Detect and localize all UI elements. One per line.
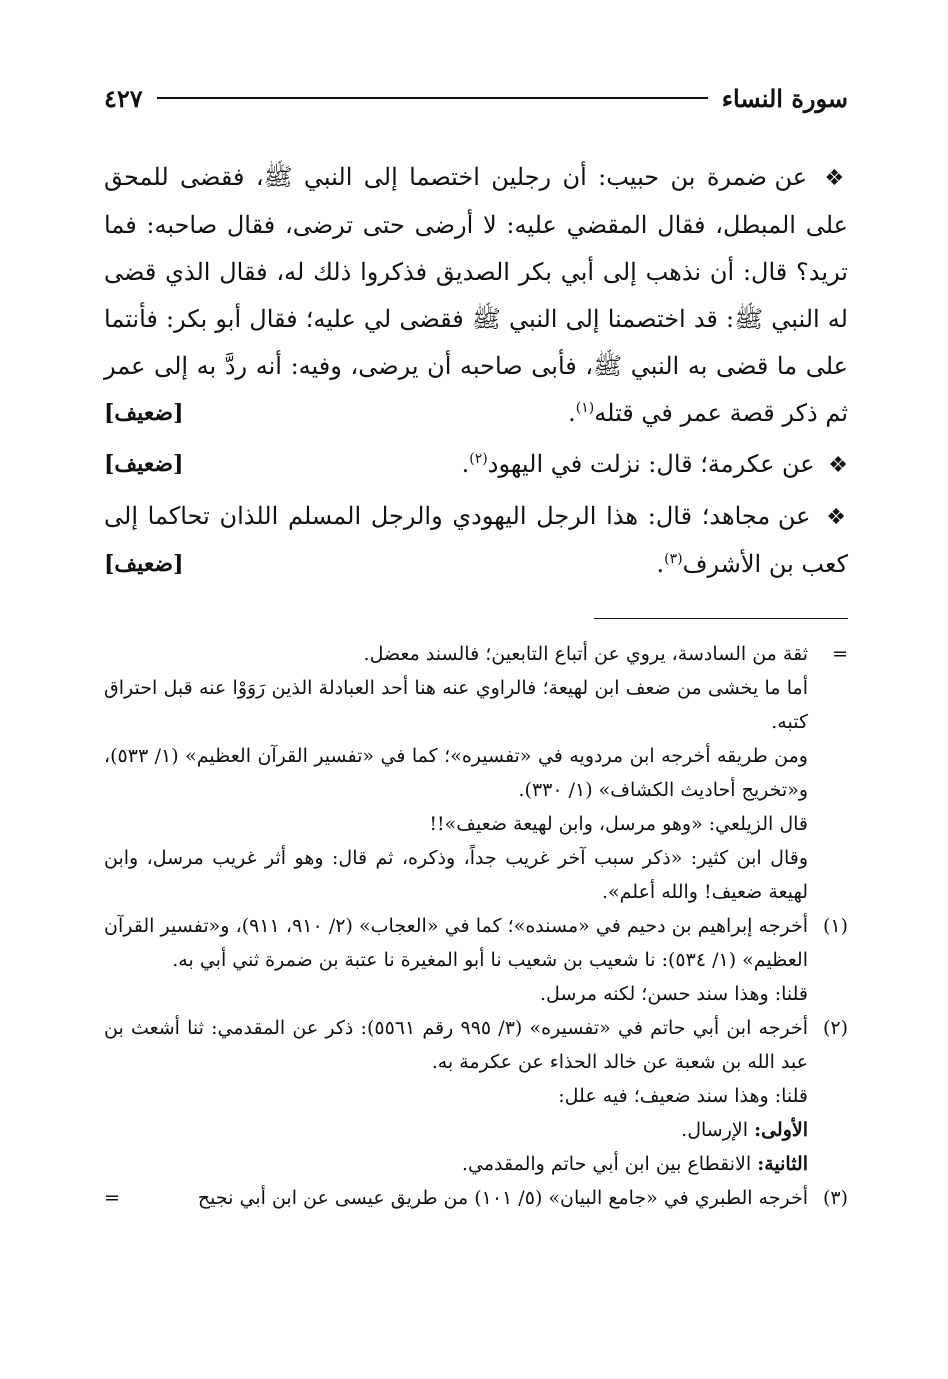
footnote-line: أما ما يخشى من ضعف ابن لهيعة؛ فالراوي عنه هنا أحد العبادلة الذين رَوَوْا عنه قبل احتراق كتبه. (104, 677, 808, 733)
bullet-icon: ❖ (826, 505, 848, 530)
footnote-line: وقال ابن كثير: «ذكر سبب آخر غريب جداً، وذكره، ثم قال: وهو أثر غريب مرسل، وابن لهيعة ضعيف! والله أعلم». (104, 847, 808, 903)
bullet-icon: ❖ (828, 453, 848, 478)
footnote-line: قلنا: وهذا سند ضعيف؛ فيه علل: (558, 1085, 808, 1107)
footnote-line: الأولى: الإرسال. (681, 1119, 808, 1141)
footnote-ref-2: (٢) (469, 451, 488, 467)
page-number: ٤٢٧ (104, 83, 143, 113)
grade-badge-2: [ضعيف] (104, 451, 184, 477)
narration-2-text: عن عكرمة؛ قال: نزلت في اليهود (487, 450, 815, 478)
footnote-line: أخرجه الطبري في «جامع البيان» (٥/ ١٠١) من طريق عيسى عن ابن أبي نجيح = (104, 1181, 808, 1215)
bullet-icon: ❖ (824, 166, 848, 191)
continues-mark: = (104, 1187, 120, 1209)
narration-3-text: عن مجاهد؛ قال: هذا الرجل اليهودي والرجل المسلم اللذان تحاكما إلى كعب بن الأشرف (104, 502, 848, 578)
footnote-separator (594, 618, 848, 619)
footnote-line: قلنا: وهذا سند حسن؛ لكنه مرسل. (540, 983, 808, 1005)
book-page (104, 78, 848, 1215)
footnote-line: أخرجه إبراهيم بن دحيم في «مسنده»؛ كما في «العجاب» (٢/ ٩١٠، ٩١١)، و«تفسير القرآن العظيم» (١/ ٥٣٤): نا شعيب بن شعيب نا أبو المغيرة نا عتبة بن ضمرة ثني أبي به. (104, 915, 808, 971)
footnote-2 (104, 1011, 848, 1181)
narration-1: ❖ عن ضمرة بن حبيب: أن رجلين اختصما إلى النبي ﷺ، فقضى للمحق على المبطل، فقال المقضي عليه: لا أرضى حتى ترضى، فقال صاحبه: فما تريد؟ قال: أن نذهب إلى أبي بكر الصديق فذكروا ذلك له، فقال الذي قضى له النبي ﷺ: قد اختصمنا إلى النبي ﷺ فقضى لي عليه؛ فقال أبو بكر: فأنتما على ما قضى به النبي ﷺ، فأبى صاحبه أن يرضى، وفيه: أنه ردَّ به إلى عمر ثم ذكر قصة عمر في قتله$^{(١)}$. [ضعيف] (104, 154, 848, 437)
page-header (104, 78, 848, 118)
footnote-1-mark: (١) (822, 915, 848, 937)
footnote-ref-3: (٣) (664, 551, 683, 567)
footnote-1 (104, 909, 848, 1011)
footnote-line: أخرجه ابن أبي حاتم في «تفسيره» (٣/ ٩٩٥ رقم ٥٥٦١): ذكر عن المقدمي: ثنا أشعث بن عبد الله بن شعبة عن خالد الحذاء عن عكرمة به. (104, 1017, 808, 1073)
grade-badge-1: [ضعيف] (104, 400, 184, 426)
footnote-line: ومن طريقه أخرجه ابن مردويه في «تفسيره»؛ كما في «تفسير القرآن العظيم» (١/ ٥٣٣)، و«تخريج أحاديث الكشاف» (١/ ٣٣٠). (104, 745, 808, 801)
footnote-3-mark: (٣) (822, 1187, 848, 1209)
footnote-line: ثقة من السادسة، يروي عن أتباع التابعين؛ فالسند معضل. (363, 643, 808, 665)
narration-1-text: عن ضمرة بن حبيب: أن رجلين اختصما إلى النبي ﷺ، فقضى للمحق على المبطل، فقال المقضي عليه: لا أرضى حتى ترضى، فقال صاحبه: فما تريد؟ قال: أن نذهب إلى أبي بكر الصديق فذكروا ذلك له، فقال الذي قضى له النبي ﷺ: قد اختصمنا إلى النبي ﷺ فقضى لي عليه؛ فقال أبو بكر: فأنتما على ما قضى به النبي ﷺ، فأبى صاحبه أن يرضى، وفيه: أنه ردَّ به إلى عمر ثم ذكر قصة عمر في قتله (104, 163, 848, 427)
grade-badge-3: [ضعيف] (104, 551, 184, 577)
footnote-3 (104, 1181, 848, 1215)
footnote-ref-1: (١) (575, 400, 595, 416)
surah-title: سورة النساء (721, 83, 848, 113)
defect-label-1: الأولى: (754, 1119, 808, 1141)
main-text (104, 154, 848, 588)
narration-2: ❖ عن عكرمة؛ قال: نزلت في اليهود$^{(٢)}$. [ضعيف] (104, 441, 848, 489)
footnote-continuation (104, 637, 848, 909)
footnote-line: الثانية: الانقطاع بين ابن أبي حاتم والمقدمي. (461, 1153, 808, 1175)
footnote-line: قال الزيلعي: «وهو مرسل، وابن لهيعة ضعيف»!! (429, 813, 808, 835)
continuation-mark: = (832, 643, 848, 665)
header-rule (157, 97, 708, 99)
footnote-2-mark: (٢) (822, 1017, 848, 1039)
narration-3: ❖ عن مجاهد؛ قال: هذا الرجل اليهودي والرجل المسلم اللذان تحاكما إلى كعب بن الأشرف$^{(٣)}$. [ضعيف] (104, 493, 848, 588)
footnotes (104, 637, 848, 1215)
defect-label-2: الثانية: (757, 1153, 808, 1175)
